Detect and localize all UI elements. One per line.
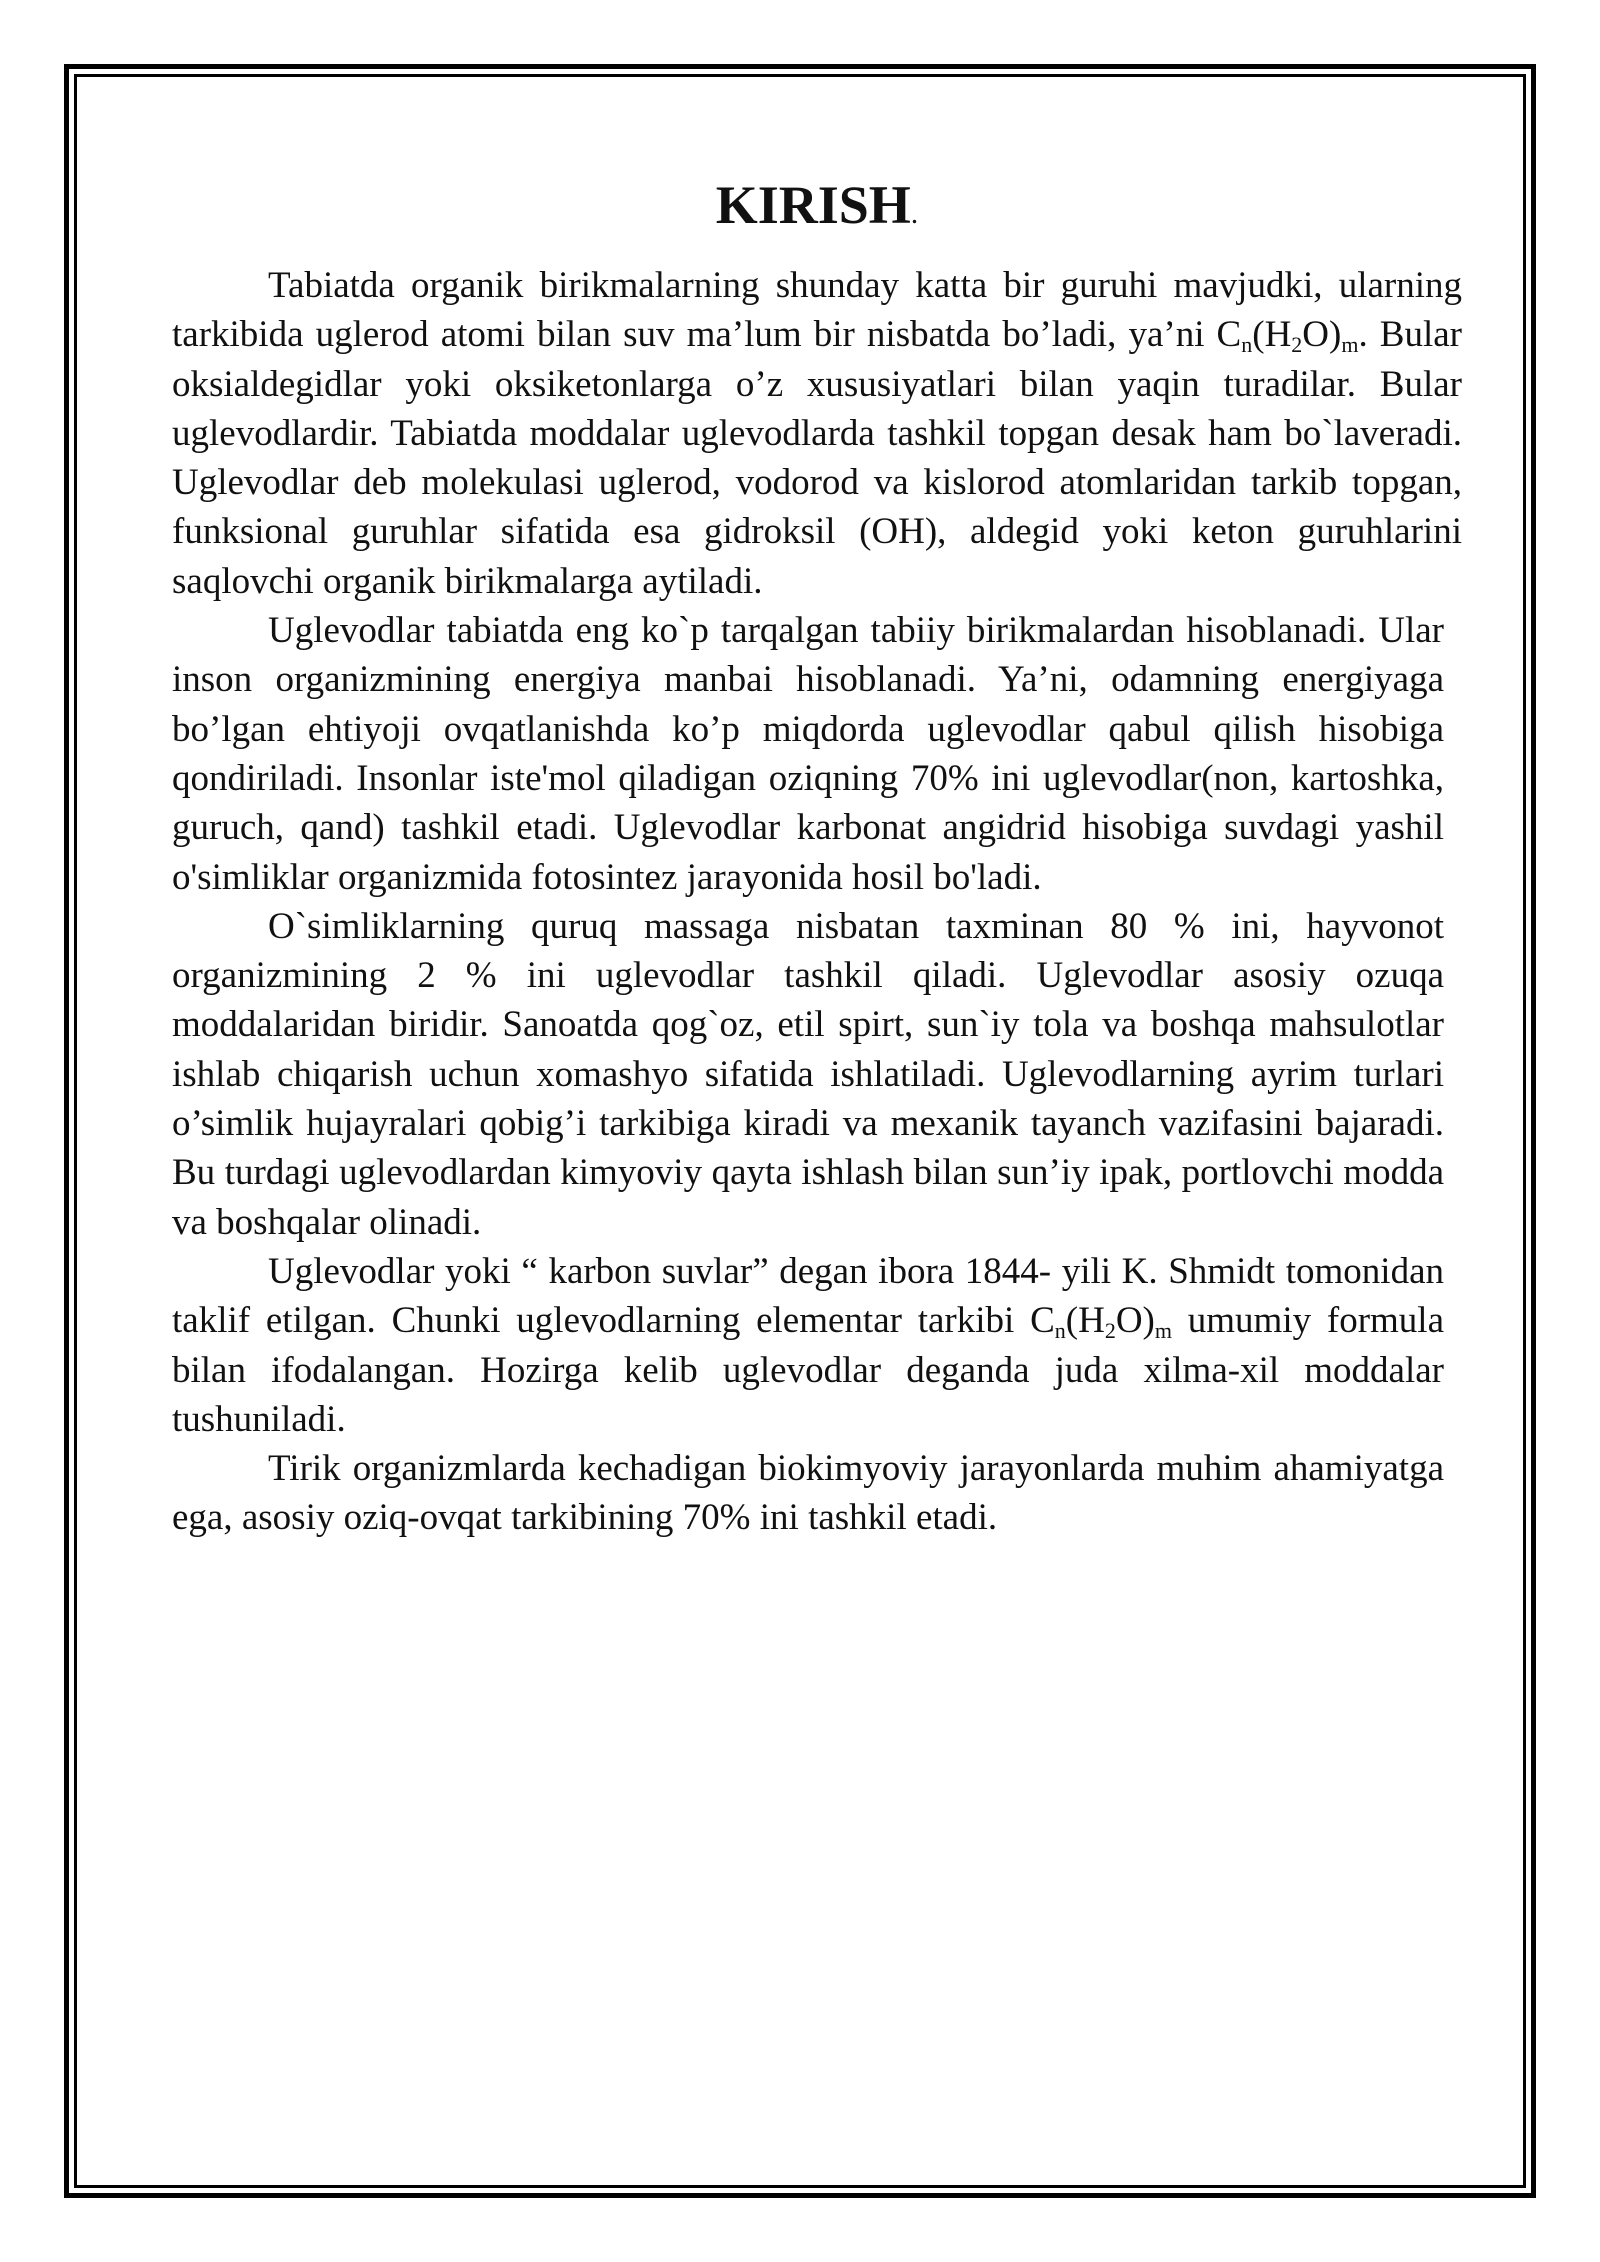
paragraph-4-text-a: Uglevodlar yoki “ karbon suvlar” degan ibora 1844- yili K. Shmidt tomonidan taklif etilgan. Chunki uglevodlarning elementar tarkibi C	[172, 1250, 1444, 1342]
paragraph-1-text-c: O)	[1302, 314, 1342, 356]
paragraph-4-text-d: umumiy formula bilan ifodalangan. Hozirga kelib uglevodlar deganda juda xilma-xil moddalar tushuniladi.	[172, 1300, 1445, 1440]
paragraph-3: O`simliklarning quruq massaga nisbatan taxminan 80 % ini, hayvonot organizmining 2 % ini uglevodlar tashkil qiladi. Uglevodlar asosiy ozuqa moddalaridan biridir. Sanoatda qog`oz, etil spirt, sun`iy tola va boshqa mahsulotlar ishlab chiqarish uchun xomashyo sifatida ishlatiladi. Uglevodlarning ayrim turlari o’simlik hujayralari qobig’i tarkibiga kiradi va mexanik tayanch vazifasini bajaradi. Bu turdagi uglevodlardan kimyoviy qayta ishlash bilan sun’iy ipak, portlovchi modda va boshqalar olinadi.	[172, 905, 1444, 1243]
document-body	[172, 170, 1462, 1543]
subscript-2: 2	[1104, 1318, 1116, 1344]
paragraph-2: Uglevodlar tabiatda eng ko`p tarqalgan tabiiy birikmalardan hisoblanadi. Ular inson organizmining energiya manbai hisoblanadi. Ya’ni, odamning energiyaga bo’lgan ehtiyoji ovqatlanishda ko’p miqdorda uglevodlar qabul qilish hisobiga qondiriladi. Insonlar iste'mol qiladigan oziqning 70% ini uglevodlar(non, kartoshka, guruch, qand) tashkil etadi. Uglevodlar karbonat angidrid hisobiga suvdagi yashil o'simliklar organizmida fotosintez jarayonida hosil bo'ladi.	[172, 610, 1444, 898]
title-dot: .	[910, 197, 919, 230]
subscript-m: m	[1341, 332, 1359, 358]
subscript-2: 2	[1291, 332, 1303, 358]
title-text: KIRISH	[715, 175, 911, 235]
paragraph-1-text-d: . Bular oksialdegidlar yoki oksiketonlarga o’z xususiyatlari bilan yaqin turadilar. Bular uglevodlardir. Tabiatda moddalar uglevodlarda tashkil topgan desak ham bo`laveradi. Uglevodlar deb molekulasi uglerod, vodorod va kislorod atomlaridan tarkib topgan, funksional guruhlar sifatida esa gidroksil (OH), aldegid yoki keton guruhlarini saqlovchi organik birikmalarga aytiladi.	[172, 314, 1463, 602]
paragraph-5: Tirik organizmlarda kechadigan biokimyoviy jarayonlarda muhim ahamiyatga ega, asosiy oziq-ovqat tarkibining 70% ini tashkil etadi.	[172, 1448, 1444, 1539]
paragraph-4-text-b: (H	[1065, 1300, 1105, 1342]
paragraph-1-text-a: Tabiatda organik birikmalarning shunday katta bir guruhi mavjudki, ularning tarkibida uglerod atomi bilan suv ma’lum bir nisbatda bo’ladi, ya’ni C	[172, 265, 1462, 356]
subscript-m: m	[1154, 1318, 1172, 1344]
subscript-n: n	[1241, 332, 1253, 358]
paragraph-4-text-c: O)	[1115, 1300, 1155, 1342]
paragraph-4	[172, 1247, 1444, 1444]
paragraph-1	[172, 261, 1462, 606]
paragraph-1-text-b: (H	[1252, 314, 1292, 356]
subscript-n: n	[1054, 1318, 1066, 1344]
page-title	[172, 170, 1462, 249]
